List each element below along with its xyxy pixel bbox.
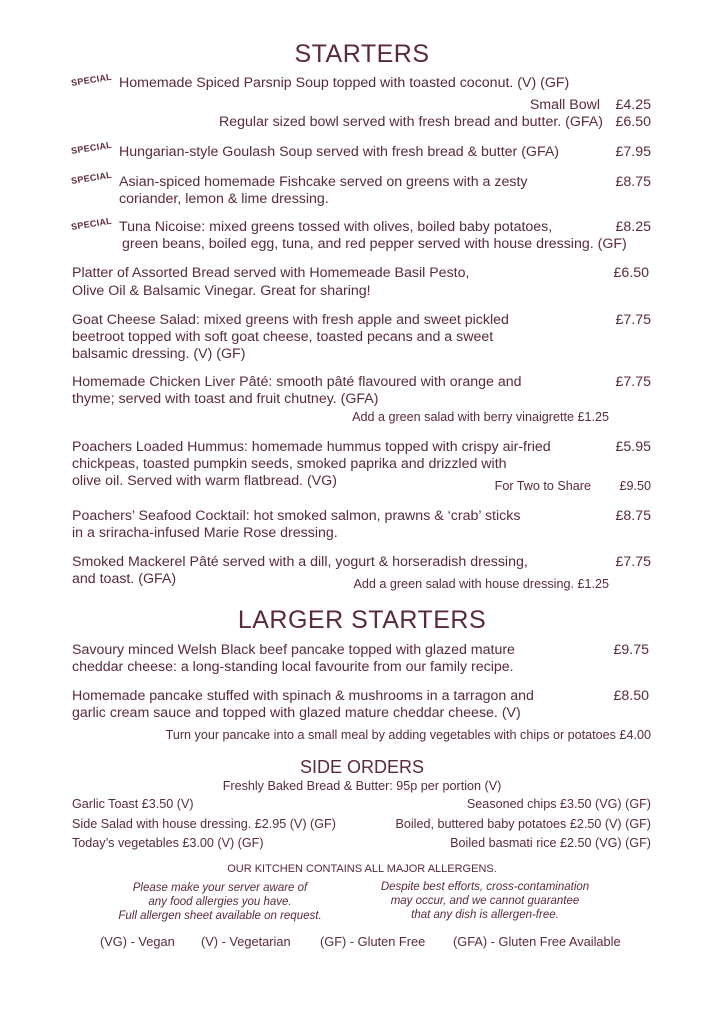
legend-gluten-free: (GF) - Gluten Free [320,934,426,949]
special-badge: SPECIAL [70,169,113,186]
side-right-2: Boiled, buttered baby potatoes £2.50 (V) (GF) [395,817,651,831]
seafood-cocktail-price: £8.75 [615,508,651,524]
allergen-heading: OUR KITCHEN CONTAINS ALL MAJOR ALLERGENS. [227,863,497,875]
hummus-share-label: For Two to Share [494,479,591,493]
larger-starters-heading: LARGER STARTERS [237,606,487,634]
side-left-3: Today’s vegetables £3.00 (V) (GF) [72,836,264,850]
mackerel-price: £7.75 [615,554,651,570]
pate-addon: Add a green salad with berry vinaigrette £1.25 [352,410,609,424]
pate-line2: thyme; served with toast and fruit chutney. (GFA) [72,391,379,407]
pate-price: £7.75 [615,374,651,390]
side-orders-heading: SIDE ORDERS [299,757,425,777]
allergen-right-2: may occur, and we cannot guarantee [390,895,580,907]
tuna-price: £8.25 [615,219,651,235]
fishcake-price: £8.75 [615,174,651,190]
spinach-pancake-line1: Homemade pancake stuffed with spinach & mushrooms in a tarragon and [72,688,534,704]
pancake-meal-note: Turn your pancake into a small meal by adding vegetables with chips or potatoes £4.00 [165,728,651,742]
special-badge: SPECIAL [70,215,113,232]
beef-pancake-line1: Savoury minced Welsh Black beef pancake topped with glazed mature [72,642,515,658]
beef-pancake-line2: cheddar cheese: a long-standing local favourite from our family recipe. [72,659,514,675]
parsnip-soup-desc: Homemade Spiced Parsnip Soup topped with toasted coconut. (V) (GF) [119,75,570,91]
seafood-cocktail-line1: Poachers’ Seafood Cocktail: hot smoked salmon, prawns & ‘crab’ sticks [72,508,521,524]
beef-pancake-price: £9.75 [613,642,649,658]
hummus-share-price: £9.50 [619,479,651,493]
allergen-left-3: Full allergen sheet available on request. [118,910,322,922]
bread-platter-line1: Platter of Assorted Bread served with Homemeade Basil Pesto, [72,265,470,281]
bread-platter-line2: Olive Oil & Balsamic Vinegar. Great for sharing! [72,283,371,299]
legend-vegan: (VG) - Vegan [100,934,175,949]
legend-gluten-free-available: (GFA) - Gluten Free Available [453,934,621,949]
side-right-3: Boiled basmati rice £2.50 (VG) (GF) [450,836,651,850]
allergen-right-1: Despite best efforts, cross-contamination [380,881,590,893]
goulash-desc: Hungarian-style Goulash Soup served with fresh bread & butter (GFA) [119,144,560,160]
seafood-cocktail-line2: in a sriracha-infused Marie Rose dressing. [72,525,338,541]
allergen-left-1: Please make your server aware of [132,882,308,894]
goat-salad-line2: beetroot topped with soft goat cheese, toasted pecans and a sweet [72,329,494,345]
goat-salad-line1: Goat Cheese Salad: mixed greens with fresh apple and sweet pickled [72,312,509,328]
hummus-price: £5.95 [615,439,651,455]
hummus-line2: chickpeas, toasted pumpkin seeds, smoked paprika and drizzled with [72,456,507,472]
side-left-2: Side Salad with house dressing. £2.95 (V) (GF) [72,817,336,831]
parsnip-small-label: Small Bowl [529,97,600,113]
goulash-price: £7.95 [615,144,651,160]
pate-line1: Homemade Chicken Liver Pâté: smooth pâté flavoured with orange and [72,374,522,390]
parsnip-small-price: £4.25 [615,97,651,113]
spinach-pancake-price: £8.50 [613,688,649,704]
tuna-desc-line1: Tuna Nicoise: mixed greens tossed with olives, boiled baby potatoes, [119,219,553,235]
parsnip-regular-label: Regular sized bowl served with fresh bread and butter. (GFA) [218,114,603,130]
hummus-line1: Poachers Loaded Hummus: homemade hummus topped with crispy air-fried [72,439,551,455]
parsnip-regular-price: £6.50 [615,114,651,130]
legend-vegetarian: (V) - Vegetarian [201,934,291,949]
bread-butter-side: Freshly Baked Bread & Butter: 95p per portion (V) [222,779,502,793]
bread-platter-price: £6.50 [613,265,649,281]
goat-salad-price: £7.75 [615,312,651,328]
hummus-line3: olive oil. Served with warm flatbread. (VG) [72,473,337,489]
goat-salad-line3: balsamic dressing. (V) (GF) [72,346,246,362]
special-badge: SPECIAL [70,71,113,88]
spinach-pancake-line2: garlic cream sauce and topped with glazed mature cheddar cheese. (V) [72,705,521,721]
allergen-left-2: any food allergies you have. [148,896,292,908]
starters-heading: STARTERS [294,40,430,68]
tuna-desc-line2: green beans, boiled egg, tuna, and red pepper served with house dressing. (GF) [122,236,627,252]
mackerel-line1: Smoked Mackerel Pâté served with a dill, yogurt & horseradish dressing, [72,554,528,570]
side-left-1: Garlic Toast £3.50 (V) [72,797,194,811]
side-right-1: Seasoned chips £3.50 (VG) (GF) [466,797,651,811]
fishcake-desc-line1: Asian-spiced homemade Fishcake served on greens with a zesty [119,174,528,190]
allergen-right-3: that any dish is allergen-free. [411,909,559,921]
fishcake-desc-line2: coriander, lemon & lime dressing. [119,191,329,207]
special-badge: SPECIAL [70,139,113,156]
mackerel-line2: and toast. (GFA) [72,571,177,587]
mackerel-addon: Add a green salad with house dressing. £1.25 [353,577,609,591]
